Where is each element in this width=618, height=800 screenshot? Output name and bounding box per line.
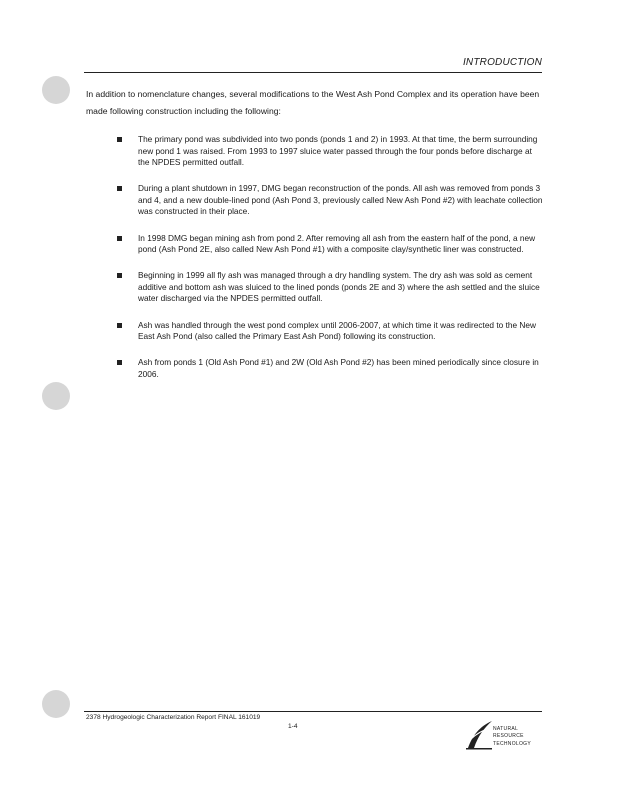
list-item: [116, 270, 544, 305]
punch-hole-top: [42, 76, 70, 104]
square-bullet-icon: [117, 137, 122, 142]
list-item: [116, 320, 544, 343]
list-item-text: Beginning in 1999 all fly ash was managed through a dry handling system. The dry ash was sold as cement additive and bottom ash was sluiced to the lined ponds (ponds 2E and 3) where the ash settled and the sluice water discharged via the NPDES permitted outfall.: [138, 270, 540, 304]
punch-hole-middle: [42, 382, 70, 410]
footer-rule: [84, 711, 542, 712]
list-item-text: Ash was handled through the west pond complex until 2006-2007, at which time it was redirected to the New East Ash Pond (also called the Primary East Ash Pond) following its construction.: [138, 319, 537, 342]
list-item: [116, 183, 544, 218]
leaf-swoosh-icon: [466, 718, 494, 750]
punch-hole-bottom: [42, 690, 70, 718]
intro-paragraph: In addition to nomenclature changes, several modifications to the West Ash Pond Complex and its operation have been made following construction including the following:: [86, 89, 540, 116]
square-bullet-icon: [117, 186, 122, 191]
page-number: 1-4: [288, 723, 298, 730]
logo-line: TECHNOLOGY: [493, 740, 532, 747]
section-title: INTRODUCTION: [462, 57, 542, 68]
list-item: [116, 233, 544, 256]
logo-line: RESOURCE: [493, 733, 524, 740]
company-logo: [466, 718, 546, 750]
square-bullet-icon: [117, 273, 122, 278]
report-title: 2378 Hydrogeologic Characterization Report FINAL 161019: [86, 714, 261, 721]
list-item: [116, 134, 544, 169]
square-bullet-icon: [117, 360, 122, 365]
modification-list: [116, 134, 544, 395]
list-item-text: During a plant shutdown in 1997, DMG began reconstruction of the ponds. All ash was removed from ponds 3 and 4, and a new double-lined pond (Ash Pond 3, previously called New Ash Pond #2) with leachate collection was constructed in their place.: [138, 183, 543, 217]
logo-wordmark: [493, 726, 531, 748]
list-item-text: Ash from ponds 1 (Old Ash Pond #1) and 2W (Old Ash Pond #2) has been mined periodically since closure in 2006.: [138, 357, 539, 379]
list-item-text: The primary pond was subdivided into two ponds (ponds 1 and 2) in 1993. At that time, the berm surrounding new pond 1 was raised. From 1993 to 1997 sluice water passed through the four ponds before discharge at the NPDES permitted outfall.: [138, 134, 538, 168]
list-item-text: In 1998 DMG began mining ash from pond 2. After removing all ash from the eastern half of the pond, a new pond (Ash Pond 2E, also called New Ash Pond #1) with a composite clay/synthetic liner was constructed.: [138, 232, 536, 255]
square-bullet-icon: [117, 236, 122, 241]
header-rule: [84, 72, 542, 73]
logo-line: NATURAL: [493, 726, 519, 732]
square-bullet-icon: [117, 323, 122, 328]
list-item: [116, 357, 544, 380]
